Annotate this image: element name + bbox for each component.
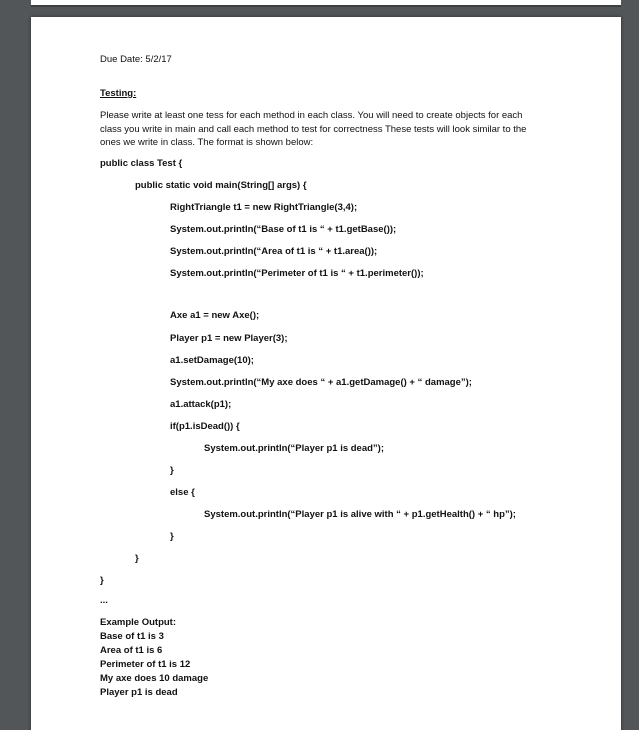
code-line: System.out.println(“Player p1 is alive with “ + p1.getHealth() + “ hp”); bbox=[204, 509, 516, 520]
intro-line: Please write at least one tess for each method in each class. You will need to create objects for each bbox=[100, 110, 523, 121]
code-brace: } bbox=[170, 531, 174, 542]
page-separator bbox=[31, 5, 621, 7]
code-line: System.out.println(“Player p1 is dead”); bbox=[204, 443, 385, 454]
testing-heading: Testing: bbox=[100, 88, 137, 99]
code-line: Player p1 = new Player(3); bbox=[170, 333, 288, 344]
code-line: else { bbox=[170, 487, 195, 498]
code-line: System.out.println(“Perimeter of t1 is “ + t1.perimeter()); bbox=[170, 268, 424, 279]
output-line: Perimeter of t1 is 12 bbox=[100, 659, 191, 670]
output-line: Base of t1 is 3 bbox=[100, 631, 164, 642]
code-line: System.out.println(“Base of t1 is “ + t1.getBase()); bbox=[170, 224, 397, 235]
code-brace: } bbox=[100, 575, 104, 586]
code-line: System.out.println(“Area of t1 is “ + t1.area()); bbox=[170, 246, 378, 257]
code-line: RightTriangle t1 = new RightTriangle(3,4); bbox=[170, 202, 358, 213]
code-main-declaration: public static void main(String[] args) { bbox=[135, 180, 307, 191]
output-line: Player p1 is dead bbox=[100, 687, 178, 698]
code-line: a1.attack(p1); bbox=[170, 399, 232, 410]
due-date: Due Date: 5/2/17 bbox=[100, 54, 172, 65]
output-line: Area of t1 is 6 bbox=[100, 645, 163, 656]
code-brace: } bbox=[135, 553, 139, 564]
intro-paragraph bbox=[100, 109, 550, 150]
example-output-heading: Example Output: bbox=[100, 617, 177, 628]
code-line: Axe a1 = new Axe(); bbox=[170, 310, 260, 321]
code-brace: } bbox=[170, 465, 174, 476]
code-class-declaration: public class Test { bbox=[100, 158, 183, 169]
intro-line: class you write in main and call each method to test for correctness These tests will look similar to the bbox=[100, 123, 527, 135]
document-page bbox=[31, 17, 621, 730]
intro-line: ones we write in class. The format is shown below: bbox=[100, 137, 314, 148]
code-line: a1.setDamage(10); bbox=[170, 355, 254, 366]
code-line: System.out.println(“My axe does “ + a1.getDamage() + “ damage”); bbox=[170, 377, 472, 388]
code-line: if(p1.isDead()) { bbox=[170, 421, 240, 432]
output-line: My axe does 10 damage bbox=[100, 673, 209, 684]
code-ellipsis: ... bbox=[100, 595, 108, 606]
